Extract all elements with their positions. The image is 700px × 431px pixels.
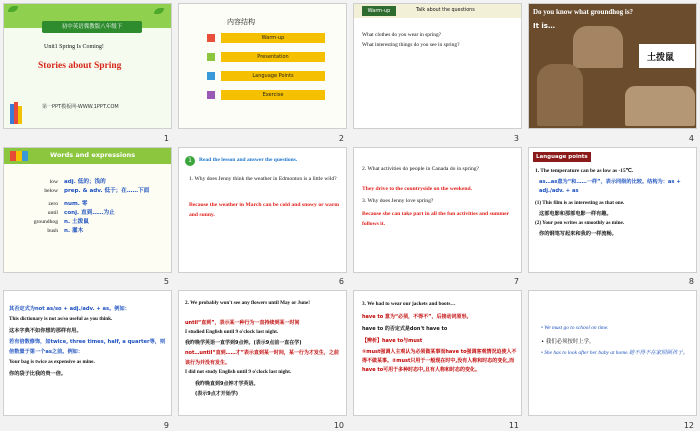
contents-item-language-points: Language Points <box>221 71 325 81</box>
vocab-word: zero <box>48 200 58 207</box>
groundhog-chinese-label: 土拨鼠 <box>647 53 675 63</box>
slide9-line-5: Your bag is twice as expensive as mine. <box>9 359 95 366</box>
slide5-title: Words and expressions <box>50 150 136 159</box>
slide10-line-8: (表示9点才开始学) <box>195 391 239 398</box>
slide8-line-6: 你的钢笔写起来和我的一样流畅。 <box>539 230 617 237</box>
slide-thumbnail-5[interactable] <box>0 144 175 288</box>
slide8-line-5: (2) Your pen writes as smoothly as mine. <box>535 219 625 226</box>
slide9-line-4: 若有倍数修饰，如twice, three times, half, a quarter等，则倍数置于第一个as之前。例如： <box>9 339 166 356</box>
slide1-title: Stories about Spring <box>38 61 122 71</box>
slide-thumbnail-9[interactable] <box>0 287 175 431</box>
vocab-word: until <box>47 209 58 216</box>
slide-thumbnail-3[interactable] <box>350 0 525 144</box>
slide11-line-3: have to 的否定式是don't have to <box>362 326 448 333</box>
slide10-line-2: until“直到”，表示某一种行为一直持续到某一时间 <box>185 320 300 327</box>
vocab-word: groundhog <box>33 218 58 225</box>
slide11-line-2: have to 意为“必须，不得不”，后接动词原形。 <box>362 314 472 321</box>
slide-number: 10 <box>333 420 344 430</box>
slide-thumbnail-4[interactable] <box>525 0 700 144</box>
slide-thumbnail-11[interactable] <box>350 287 525 431</box>
slide9-line-1: 其否定式为not as/so + adj./adv. + as。例如： <box>9 306 130 313</box>
slide12-line-2: • 我们必须按时上学。 <box>541 339 595 346</box>
vocab-definition: conj. 直到……为止 <box>64 209 115 216</box>
slide10-line-3: I studied English until 9 o'clock last night. <box>185 329 279 336</box>
vocab-definition: n. 土拨鼠 <box>64 218 89 225</box>
vocab-word: below <box>44 187 58 194</box>
slide10-line-6: I did not study English until 9 o'clock last night. <box>185 369 292 376</box>
warmup-question-1: What clothes do you wear in spring? <box>362 32 442 38</box>
books-illustration <box>10 100 26 124</box>
slide-thumbnail-2[interactable] <box>175 0 350 144</box>
vocab-word: low <box>49 178 58 185</box>
slide10-line-4: 我昨晚学英语一直学到9点钟。(表示9点前一直在学) <box>185 340 302 347</box>
vocab-definition: n. 灌木 <box>64 227 84 234</box>
slide7-answer-2: They drive to the countryside on the weekend. <box>362 185 473 192</box>
slide7-answer-3: Because she can take part in all the fun activities and summer follows it. <box>362 210 510 228</box>
slide9-line-3: 这本字典不如你想的那样有用。 <box>9 328 82 335</box>
slide6-answer: Because the weather in March can be cold and snowy or warm and sunny. <box>189 201 339 218</box>
slide8-line-1: 1. The temperature can be as low as -15℃. <box>535 167 634 174</box>
slide-thumbnail-12[interactable] <box>525 287 700 431</box>
step-badge: 1 <box>185 156 195 166</box>
slide-number: 7 <box>513 277 519 287</box>
slide-number: 3 <box>513 133 519 143</box>
vocab-definition: adj. 低的；浅的 <box>64 178 106 185</box>
slide9-line-2: This dictionary is not as/so useful as you think. <box>9 316 113 323</box>
slide-thumbnail-7[interactable] <box>350 144 525 288</box>
groundhog-photo-2 <box>537 64 583 126</box>
language-points-tag: Language points <box>533 152 591 162</box>
vocab-definition: num. 零 <box>64 200 88 207</box>
slide8-line-4: 这部电影和那部电影一样有趣。 <box>539 210 612 217</box>
vocab-word: bush <box>47 227 58 234</box>
contents-item-presentation: Presentation <box>221 52 325 62</box>
slide-number: 2 <box>338 133 344 143</box>
slide10-line-7: 我昨晚直到9点钟才学英语。 <box>195 381 259 388</box>
slide6-question: 1. Why does Jenny think the weather in Edmonton is a little wild? <box>189 175 337 182</box>
groundhog-photo-1 <box>573 26 623 68</box>
pencils-icon <box>10 151 28 161</box>
slide9-line-6: 你的袋子比我的贵一倍。 <box>9 371 67 378</box>
slide7-question-2: 2. What activities do people in Canada do in spring? <box>362 165 480 172</box>
slide-thumbnail-6[interactable] <box>175 144 350 288</box>
slide11-line-1: 3. We had to wear our jackets and boots… <box>362 301 456 308</box>
slide-number: 5 <box>163 277 169 287</box>
slide8-line-2: as…as意为“和……一样”，表示同级的比较。结构为：as + adj./adv. + as <box>539 178 681 194</box>
slide10-line-1: 2. We probably won't see any flowers until May or June! <box>185 300 310 307</box>
slide7-question-3: 3. Why does Jenny love spring? <box>362 197 434 204</box>
slide4-it-is: It is… <box>533 22 555 30</box>
slide-thumbnail-8[interactable] <box>525 144 700 288</box>
slide-thumbnail-10[interactable] <box>175 287 350 431</box>
warmup-tag: Warm-up <box>362 6 396 16</box>
slide1-header: 初中英语冀教版八年级下 <box>42 21 142 33</box>
slide6-instruction: Read the lesson and answer the questions. <box>199 156 298 163</box>
slide-number: 11 <box>508 420 519 430</box>
slide12-line-3: • She has to look after her baby at home.她不得不在家照顾孩子。 <box>541 350 689 357</box>
warmup-question-2: What interesting things do you see in spring? <box>362 42 460 48</box>
slide12-line-1: • We must go to school on time. <box>541 325 609 332</box>
slide-number: 1 <box>163 133 169 143</box>
slide-thumbnail-1[interactable] <box>0 0 175 144</box>
slide8-line-3: (1) This film is as interesting as that one. <box>535 199 625 206</box>
slide2-title: 内容结构 <box>227 18 255 26</box>
contents-item-exercise: Exercise <box>221 90 325 100</box>
slide11-line-5: ①must强调人主观认为必须做某事而have to强调客观情况迫使人不得不做某事。②must只用于一般现在时中,没有人称和时态的变化,而have to可用于多种时态中,且有人称和时态的变化。 <box>362 349 517 374</box>
slide11-line-4: 【辨析】have to与must <box>362 338 423 345</box>
warmup-subtitle: Talk about the questions <box>416 8 475 13</box>
slide1-footer: 第一PPT模板网-WWW.1PPT.COM <box>42 104 119 110</box>
slide1-unit: Unit1 Spring Is Coming! <box>44 44 104 50</box>
slide-number: 9 <box>163 420 169 430</box>
vocab-definition: prep. & adv. 低于；在……下面 <box>64 187 150 194</box>
slide-number: 4 <box>688 133 694 143</box>
slide-number: 12 <box>683 420 694 430</box>
slide-number: 6 <box>338 277 344 287</box>
slide10-line-5: not…until“直到……才”表示直到某一时间，某一行为才发生，之前该行为并没有发生。 <box>185 350 339 366</box>
slide4-question: Do you know what groundhog is? <box>533 8 634 16</box>
slide-number: 8 <box>688 277 694 287</box>
groundhog-photo-3 <box>625 86 695 126</box>
contents-item-warmup: Warm-up <box>221 33 325 43</box>
